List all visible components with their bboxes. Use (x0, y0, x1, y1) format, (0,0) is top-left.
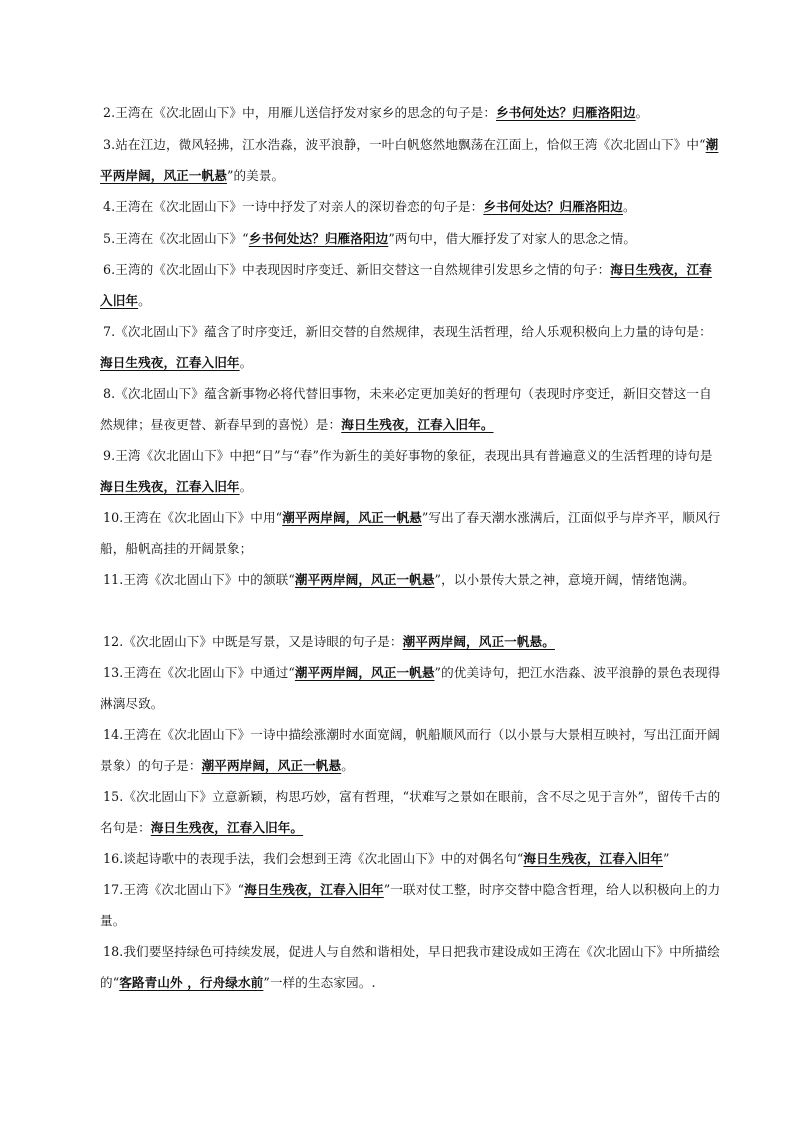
question-text: ”两句中，借大雁抒发了对家人的思念之情。 (388, 231, 637, 246)
answer-text: 客路青山外 ，行舟绿水前 (119, 975, 264, 990)
question-text: 5.王湾在《次北固山下》“ (103, 231, 249, 246)
question-text: 14.王湾在《次北固山下》一诗中描绘涨潮时水面宽阔，帆船顺风而行（以小景与大景相互映衬，写出江面开阔景象）的句子是： (100, 727, 720, 773)
question-item-10 (100, 502, 722, 564)
question-text: 18.我们要坚持绿色可持续发展，促进人与自然和谐相处，早日把我市建设成如王湾在《次北固山下》中所描绘的“ (100, 944, 720, 990)
question-item-6 (100, 254, 722, 316)
question-item-4 (100, 191, 722, 222)
answer-text: 海日生残夜，江春入旧年。 (341, 417, 494, 432)
question-text: 4.王湾在《次北固山下》一诗中抒发了对亲人的深切眷恋的句子是： (103, 199, 484, 214)
question-text: 。 (138, 293, 151, 308)
question-item-11 (100, 564, 722, 595)
question-text: 。 (239, 479, 253, 494)
question-item-3 (100, 129, 722, 191)
question-text: ”写出了春天潮水涨满后，江面似乎与岸齐平，顺风行船，船帆高挂的开阔景象； (100, 510, 721, 556)
answer-text: 乡书何处达？归雁洛阳边 (483, 199, 623, 214)
answer-text: 潮平两岸阔，风正一帆悬 (282, 510, 422, 525)
answer-text: 海日生残夜，江春入旧年 (100, 262, 712, 308)
answer-text: 潮平两岸阔，风正一帆悬 (201, 758, 342, 773)
question-text: 17.王湾《次北固山下》“ (103, 882, 245, 897)
answer-text: 乡书何处达？归雁洛阳边 (496, 105, 636, 120)
answer-text: 潮平两岸阔，风正一帆悬 (294, 665, 435, 680)
question-item-8 (100, 378, 722, 440)
question-text: 11.王湾《次北固山下》中的颔联“ (103, 572, 295, 587)
question-item-15 (100, 781, 722, 843)
question-item-16 (100, 843, 722, 874)
question-item-9 (100, 440, 722, 502)
question-text: 8.《次北固山下》蕴含新事物必将代替旧事物，未来必定更加美好的哲理句（表现时序变迁，新旧交替这一自然规律；昼夜更替、新春早到的喜悦）是： (100, 386, 712, 432)
question-text: 。 (341, 758, 354, 773)
question-text: ”的优美诗句，把江水浩淼、波平浪静的景色表现得淋漓尽致。 (100, 665, 721, 711)
question-item-17 (100, 874, 722, 936)
answer-text: 潮平两岸阔，风正一帆悬 (294, 572, 435, 587)
question-text: ” (663, 851, 670, 866)
question-item-13 (100, 657, 722, 719)
answer-text: 海日生残夜，江春入旧年 (523, 851, 664, 866)
question-text: 2.王湾在《次北固山下》中，用雁儿送信抒发对家乡的思念的句子是： (103, 105, 497, 120)
question-text: 3.站在江边，微风轻拂，江水浩淼，波平浪静，一叶白帆悠然地飘荡在江面上，恰似王湾《次北固山下》中“ (103, 137, 706, 152)
answer-text: 海日生残夜，江春入旧年 (100, 479, 240, 494)
question-text: 7.《次北固山下》蕴含了时序变迁，新旧交替的自然规律，表现生活哲理，给人乐观积极向上力量的诗句是： (103, 324, 712, 339)
question-text: 16.谈起诗歌中的表现手法，我们会想到王湾《次北固山下》中的对偶名句“ (103, 851, 524, 866)
question-item-2 (100, 97, 722, 128)
question-text: 。 (622, 199, 636, 214)
question-text: ”一联对仗工整，时序交替中隐含哲理，给人以积极向上的力量。 (100, 882, 721, 928)
question-text: 10.王湾在《次北固山下》中用“ (103, 510, 283, 525)
question-text: ”一样的生态家园。. (263, 975, 376, 990)
question-text: 15.《次北固山下》立意新颖，构思巧妙，富有哲理，“状难写之景如在眼前，含不尽之见于言外”，留传千古的名句是： (100, 789, 721, 835)
question-item-7 (100, 316, 722, 378)
question-item-12 (100, 626, 722, 657)
question-text: 9.王湾《次北固山下》中把“日”与“春”作为新生的美好事物的象征，表现出具有普遍意义的生活哲理的诗句是 (103, 448, 713, 463)
question-text: ”的美景。 (226, 168, 285, 183)
question-text: 12.《次北固山下》中既是写景，又是诗眼的句子是： (103, 634, 403, 649)
question-text: 6.王湾的《次北固山下》中表现因时序变迁、新旧交替这一自然规律引发思乡之情的句子： (103, 262, 611, 277)
answer-text: 海日生残夜，江春入旧年。 (150, 820, 304, 835)
answer-text: 潮平两岸阔，风正一帆悬。 (402, 634, 555, 649)
question-text: ”，以小景传大景之神，意境开阔，情绪饱满。 (434, 572, 695, 587)
question-text: 。 (635, 105, 649, 120)
question-item-18 (100, 936, 722, 998)
answer-text: 海日生残夜，江春入旧年 (100, 355, 240, 370)
answer-text: 潮平两岸阔，风正一帆悬 (100, 137, 719, 183)
question-item-14 (100, 719, 722, 781)
answer-text: 乡书何处达？归雁洛阳边 (248, 231, 389, 246)
question-item-5 (100, 223, 722, 254)
answer-text: 海日生残夜，江春入旧年 (244, 882, 384, 897)
question-text: 13.王湾在《次北固山下》中通过“ (103, 665, 295, 680)
question-text: 。 (239, 355, 253, 370)
